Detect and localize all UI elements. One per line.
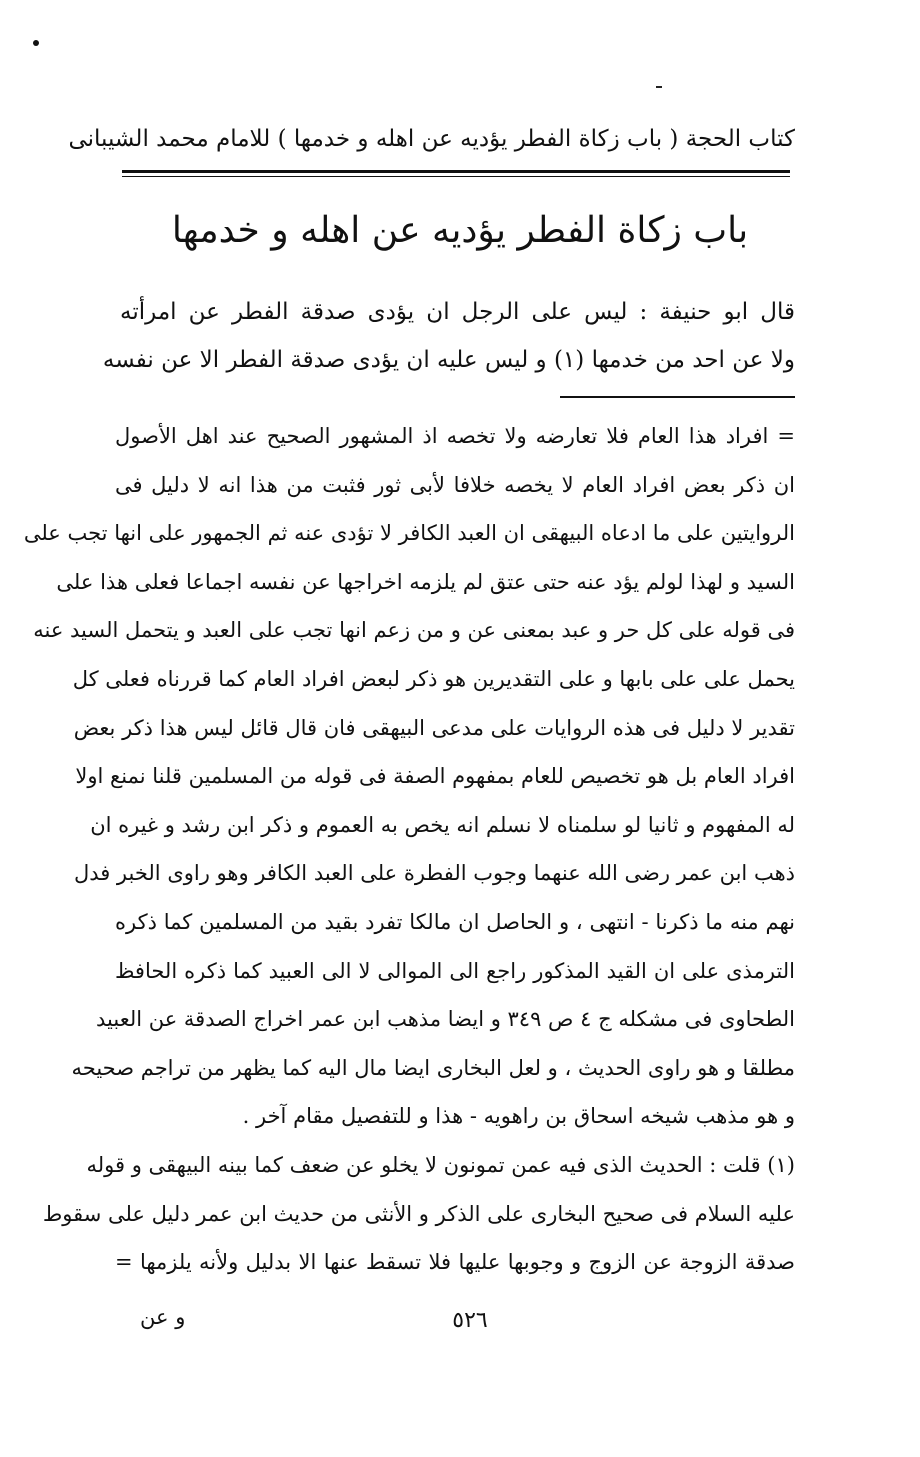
footnote-line: يحمل على على بابها و على التقديرين هو ذكر لبعض افراد العام كما قررناه فعلى كل [72,666,795,691]
footnote-line: السيد و لهذا لولم يؤد عنه حتى عتق لم يلزمه اخراجها عن نفسه اجماعا فعلى هذا على [56,569,795,594]
page-number: ٥٢٦ [452,1308,488,1333]
footnote-line: الطحاوى فى مشكله ج ٤ ص ٣٤٩ و ايضا مذهب ابن عمر اخراج الصدقة عن العبيد [96,1007,795,1032]
footnote-line: الروايتين على ما ادعاه البيهقى ان العبد الكافر لا تؤدى عنه ثم الجمهور على انها تجب على [23,521,795,546]
main-text-line: ولا عن احد من خدمها (١) و ليس عليه ان يؤدى صدقة الفطر الا عن نفسه [102,347,795,373]
footnote-line: ذهب ابن عمر رضى الله عنهما وجوب الفطرة على العبد الكافر وهو راوى الخبر فدل [73,861,795,886]
footnote-line: مطلقا و هو راوى الحديث ، و لعل البخارى ايضا مال اليه كما يظهر من تراجم صحيحه [71,1055,795,1080]
footnote-line: عليه السلام فى صحيح البخارى على الذكر و الأنثى من حديث ابن عمر دليل على سقوط [42,1201,795,1226]
header-rule-thin [122,176,790,177]
chapter-title: باب زكاة الفطر يؤديه عن اهله و خدمها [171,210,749,251]
ink-dot [33,40,39,46]
footnote-line: افراد العام بل هو تخصيص للعام بمفهوم الصفة فى قوله من المسلمين قلنا نمنع اولا [75,764,795,789]
footnote-line: له المفهوم و ثانيا لو سلمناه لا نسلم انه يخص به العموم و ذكر ابن رشد و غيره ان [90,812,795,837]
main-text [102,288,795,384]
footnote-line: = افراد هذا العام فلا تعارضه ولا تخصه اذ المشهور الصحيح عند اهل الأصول [115,424,795,448]
ink-mark [656,86,662,88]
footnote-line: فى قوله على كل حر و عبد بمعنى عن و من زعم انها تجب على العبد و يتحمل السيد عنه [33,618,795,643]
footnote-line: تقدير لا دليل فى هذه الروايات على مدعى البيهقى فان قال قائل ليس هذا ذكر بعض [73,715,795,740]
footnote-line: (١) قلت : الحديث الذى فيه عمن تمونون لا يخلو عن ضعف كما بينه البيهقى و قوله [86,1152,795,1177]
footnote-line: صدقة الزوجة عن الزوج و وجوبها عليها فلا تسقط عنها الا بدليل ولأنه يلزمها = [115,1250,795,1275]
footnote-line: و هو مذهب شيخه اسحاق بن راهويه - هذا و للتفصيل مقام آخر . [242,1104,795,1129]
catchword: و عن [140,1305,186,1329]
footnote-separator [560,396,795,398]
footnote-line: ان ذكر بعض افراد العام لا يخصه خلافا لأبى ثور فثبت من هذا انه لا دليل فى [115,472,795,497]
running-header: كتاب الحجة ( باب زكاة الفطر يؤديه عن اهله و خدمها ) للامام محمد الشيبانى [68,126,795,152]
main-text-line: قال ابو حنيفة : ليس على الرجل ان يؤدى صدقة الفطر عن امرأته [120,299,795,325]
footnote-line: الترمذى على ان القيد المذكور راجع الى الموالى لا الى العبيد كما ذكره الحافظ [115,958,795,983]
footnotes [23,412,795,1287]
header-rule [122,170,790,173]
footnote-line: نهم منه ما ذكرنا - انتهى ، و الحاصل ان مالكا تفرد بقيد من المسلمين كما ذكره [115,909,795,934]
